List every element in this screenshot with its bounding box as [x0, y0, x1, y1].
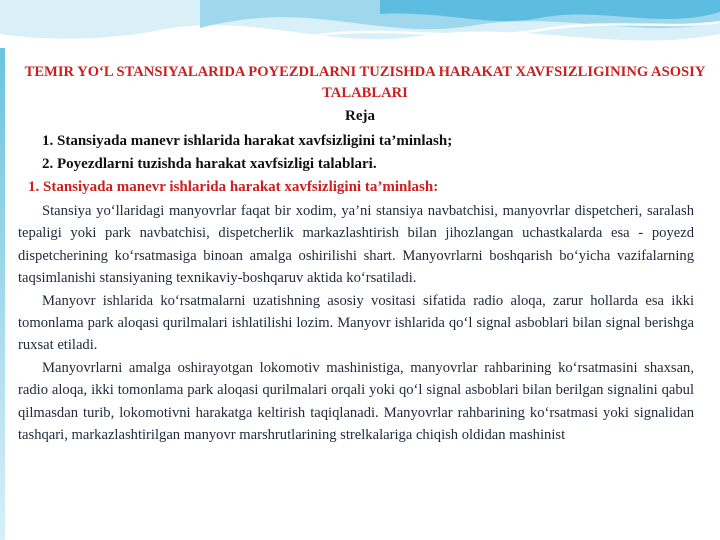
plan-heading: Reja	[345, 108, 375, 124]
body-text	[18, 200, 694, 446]
section-heading: 1. Stansiyada manevr ishlarida harakat xavfsizligini ta’minlash:	[28, 179, 439, 195]
plan-item: 1. Stansiyada manevr ishlarida harakat xavfsizligini ta’minlash;	[42, 133, 453, 149]
decorative-wave-header	[0, 0, 720, 60]
document-title: TEMIR YO‘L STANSIYALARIDA POYEZDLARNI TUZISHDA HARAKAT XAVFSIZLIGINING ASOSIY TALABLARI	[24, 64, 706, 101]
plan-list	[42, 130, 702, 176]
paragraph: Stansiya yo‘llaridagi manyovrlar faqat bir xodim, ya’ni stansiya navbatchisi, manyovrlar dispetcheri, saralash tepaligi yoki park navbatchisi, dispetcherlik markazlashtirish bilan jihozlangan uchastkalarda esa - poyezd dispetcherining ko‘rsatmasiga binoan amalga oshirilishi shart. Manyovrlarni boshqarish bo‘yicha vazifalarning taqsimlanishi stansiyaning texnikaviy-boshqaruv aktida ko‘rsatiladi.	[18, 203, 694, 287]
paragraph: Manyovrlarni amalga oshirayotgan lokomotiv mashinistiga, manyovrlar rahbarining ko‘rsatmasini shaxsan, radio aloqa, ikki tomonlama park aloqasi qurilmalari orqali yoki qo‘l signal asboblari bilan berilgan signalini qabul qilmasdan turib, lokomotivni harakatga keltirish taqiqlanadi. Manyovrlar rahbarining ko‘rsatmasi yoki signalidan tashqari, markazlashtirilgan manyovr marshrutlarining strelkalariga chiqish oldidan mashinist	[18, 359, 694, 444]
paragraph: Manyovr ishlarida ko‘rsatmalarni uzatishning asosiy vositasi sifatida radio aloqa, zarur hollarda esa ikki tomonlama park aloqasi qurilmalari ishlatilishi lozim. Manyovr ishlarida qo‘l signal asboblari bilan signal berishga ruxsat etiladi.	[18, 292, 694, 354]
plan-item: 2. Poyezdlarni tuzishda harakat xavfsizligi talablari.	[42, 156, 377, 172]
wave-white-stroke-2	[120, 40, 340, 46]
